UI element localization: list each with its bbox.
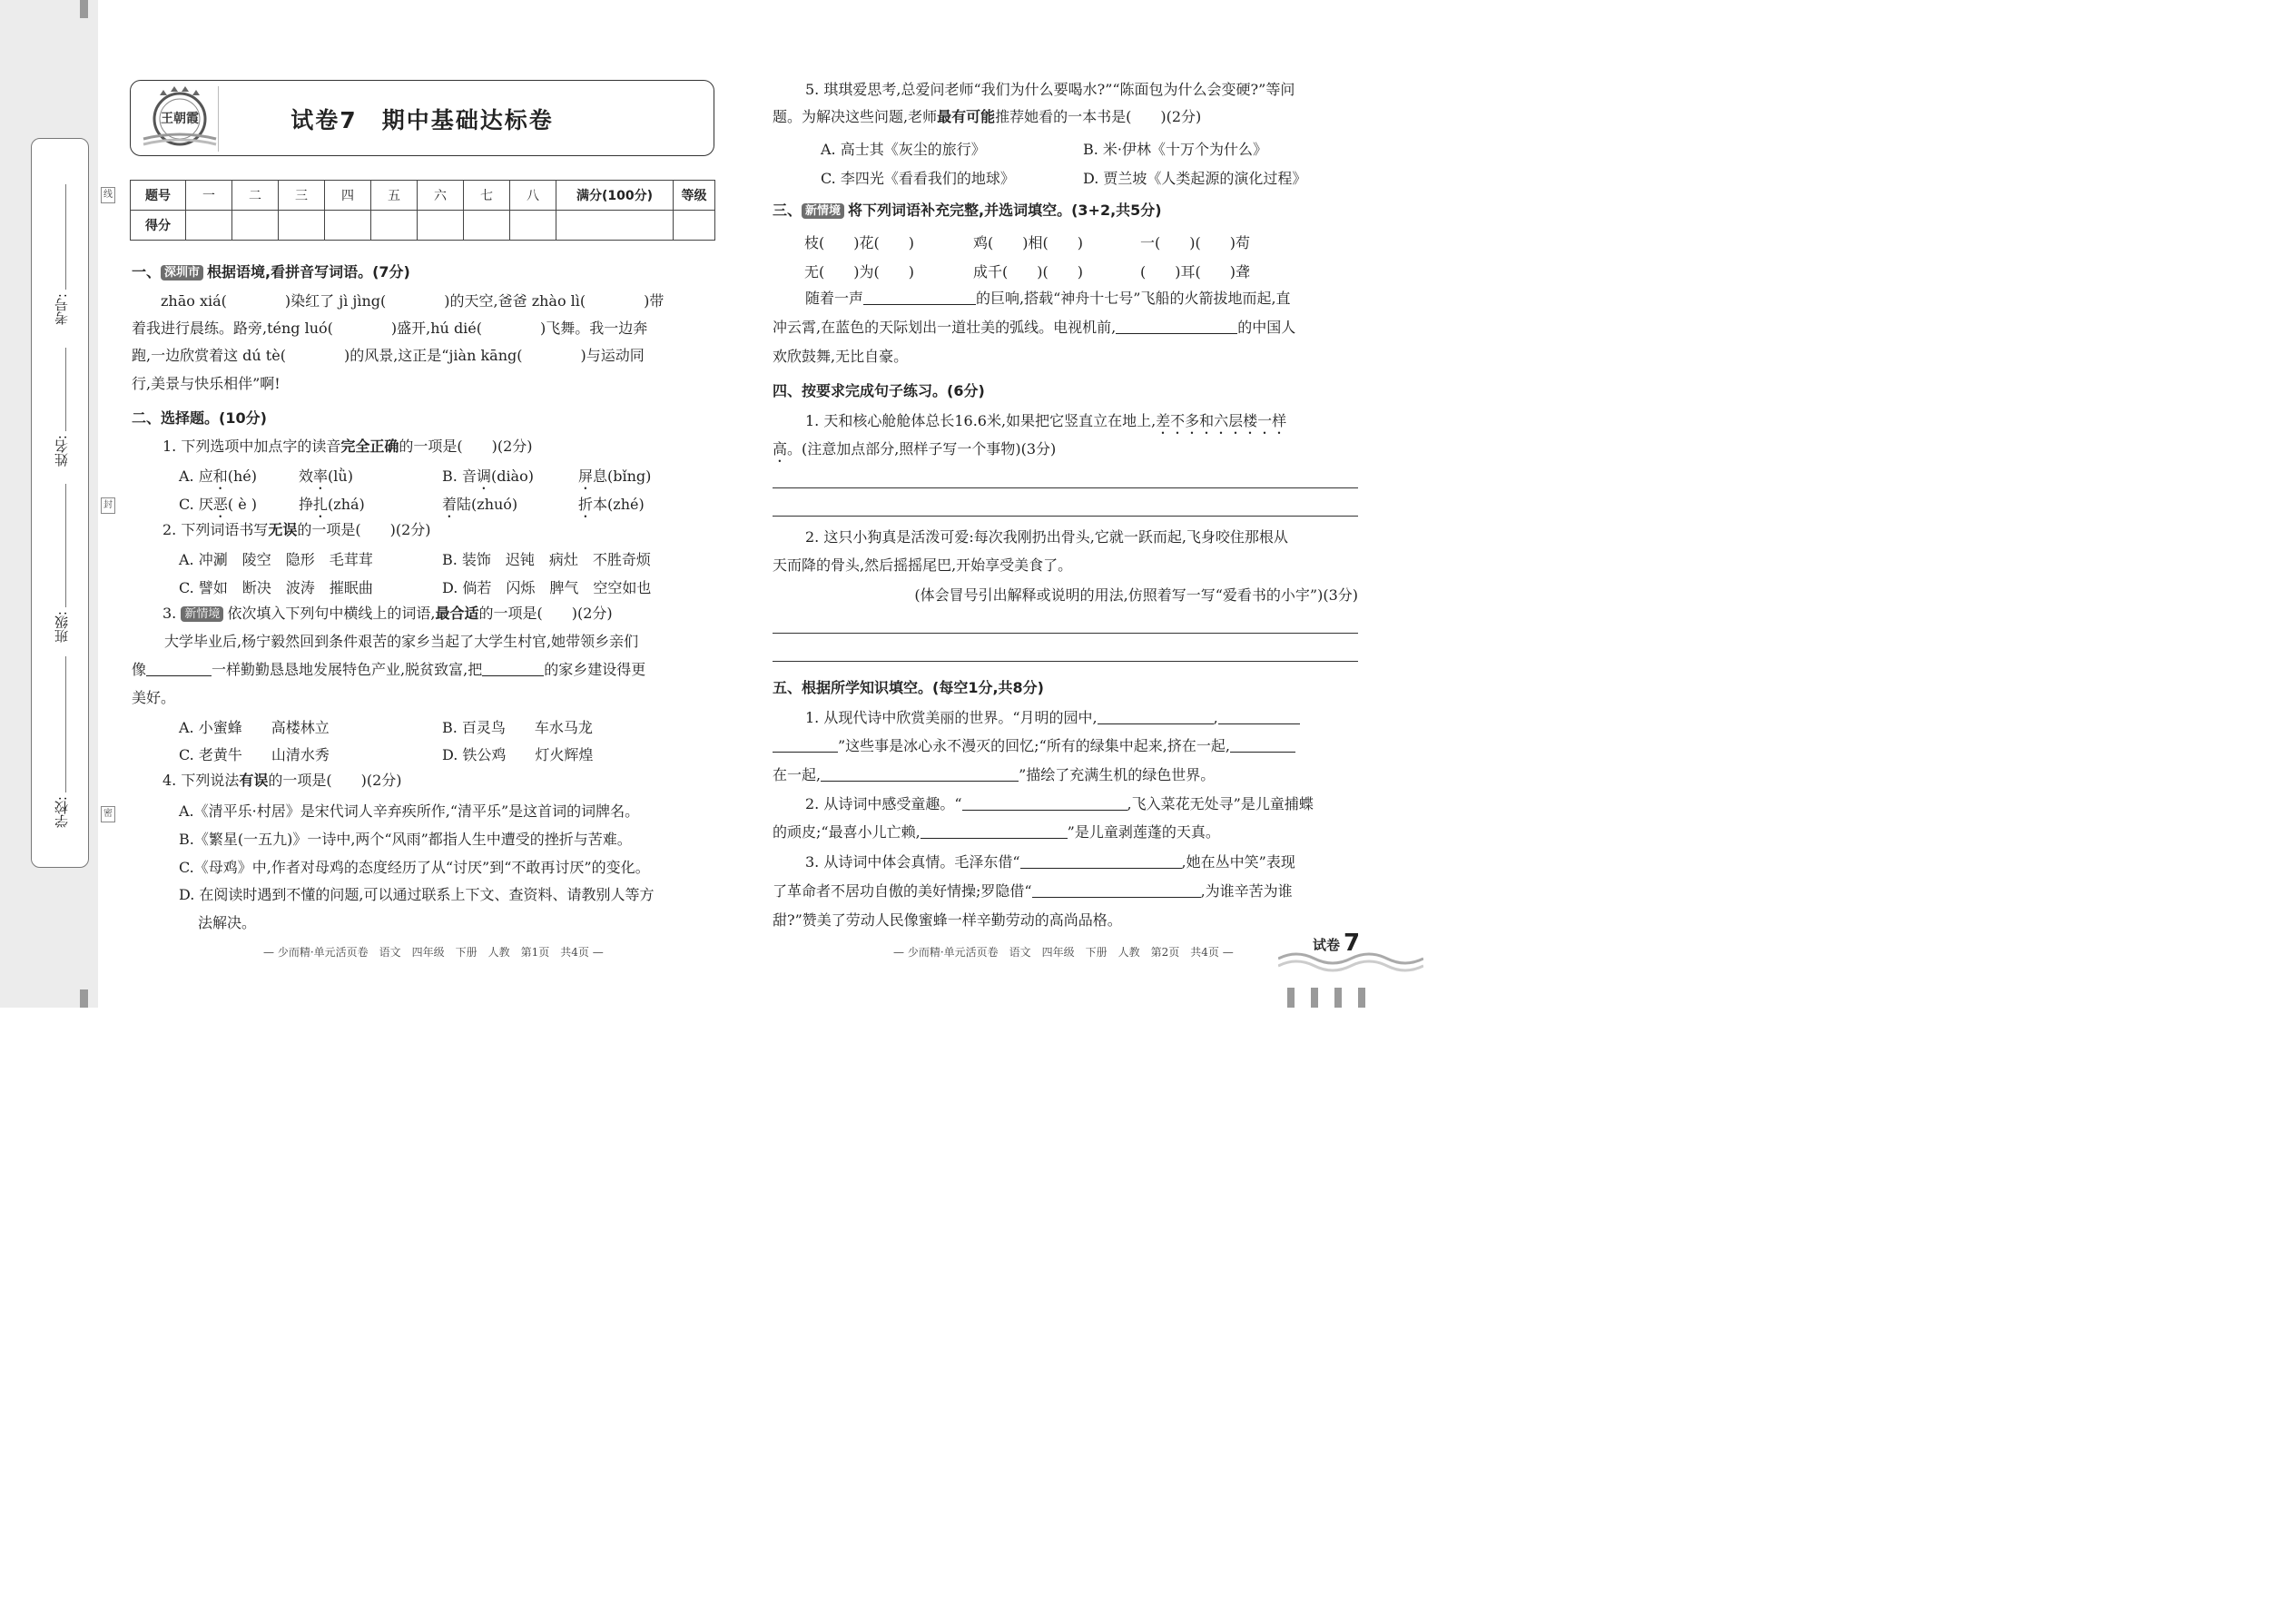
page-footer-left: — 少而精·单元活页卷 语文 四年级 下册 人教 第1页 共4页 — <box>263 946 604 959</box>
question-3-text: 大学毕业后,杨宁毅然回到条件艰苦的家乡当起了大学生村官,她带领乡亲们 <box>164 633 639 650</box>
passage-line: 行,美景与快乐相伴”啊! <box>132 375 281 392</box>
option-c[interactable]: C. 厌恶( è ) <box>179 496 257 513</box>
table-header-cell: 二 <box>232 181 279 211</box>
s5-question-3-cont: 甜?”赞美了劳动人民像蜜蜂一样辛勤劳动的高尚品格。 <box>773 911 1122 929</box>
question-3: 3. 新情境 依次填入下列句中横线上的词语,最合适的一项是( )(2分) <box>162 605 613 622</box>
option-c[interactable]: C. 譬如 断决 波涛 摧眠曲 <box>179 579 373 596</box>
section-3-passage: 欢欣鼓舞,无比自豪。 <box>773 348 909 365</box>
table-header-cell: 等级 <box>674 181 715 211</box>
s4-question-2: 2. 这只小狗真是活泼可爱:每次我刚扔出骨头,它就一跃而起,飞身咬住那根从 <box>805 528 1288 546</box>
score-cell[interactable] <box>232 211 279 241</box>
question-2: 2. 下列词语书写无误的一项是( )(2分) <box>162 521 431 538</box>
option-b[interactable]: B. 米·伊林《十万个为什么》 <box>1083 141 1268 158</box>
logo-text: 王朝霞 <box>161 112 199 126</box>
seal-line-char: 线 <box>101 187 115 203</box>
section-1-heading: 一、 深圳市 根据语境,看拼音写词语。(7分) <box>132 263 410 281</box>
table-header-cell: 满分(100分) <box>556 181 674 211</box>
blank[interactable] <box>1218 711 1300 724</box>
option-c-word2: 挣扎(zhá) <box>299 496 365 513</box>
table-row <box>131 211 715 241</box>
word-fill-4[interactable]: 无( )为( ) <box>804 263 914 281</box>
word-fill-1[interactable]: 枝( )花( ) <box>804 234 914 251</box>
word-fill-2[interactable]: 鸡( )相( ) <box>973 234 1083 251</box>
s5-question-3: 3. 从诗词中体会真情。毛泽东借“ ,她在丛中笑”表现 <box>805 853 1295 871</box>
blank[interactable] <box>921 825 1068 839</box>
print-mark <box>1334 988 1342 1008</box>
question-3-text: 美好。 <box>132 689 176 706</box>
word-fill-6[interactable]: ( )耳( )聋 <box>1140 263 1250 281</box>
score-cell[interactable] <box>371 211 418 241</box>
option-a[interactable]: A. 高士其《灰尘的旅行》 <box>821 141 986 158</box>
answer-line[interactable] <box>773 487 1358 488</box>
option-a[interactable]: A. 小蜜蜂 高楼林立 <box>179 719 330 736</box>
blank[interactable] <box>821 768 1019 782</box>
paper-badge-label: 试卷 <box>1313 937 1341 953</box>
question-3-text: 像 一样勤勤恳恳地发展特色产业,脱贫致富,把 的家乡建设得更 <box>132 661 646 678</box>
s5-question-2: 2. 从诗词中感受童趣。“ ,飞入菜花无处寻”是儿童捕蝶 <box>805 795 1314 812</box>
option-d[interactable]: D. 倘若 闪烁 脾气 空空如也 <box>442 579 652 596</box>
section-2-heading: 二、选择题。(10分) <box>132 409 267 427</box>
s5-question-1: 1. 从现代诗中欣赏美丽的世界。“月明的园中, , <box>773 709 1358 727</box>
exam-number-field[interactable] <box>65 184 66 290</box>
blank[interactable] <box>1230 739 1295 753</box>
class-field[interactable] <box>65 484 66 607</box>
option-c[interactable]: C. 李四光《看看我们的地球》 <box>821 170 1015 187</box>
option-b[interactable]: B.《繁星(一五九)》一诗中,两个“风雨”都指人生中遭受的挫折与苦难。 <box>179 831 632 848</box>
new-context-tag: 新情境 <box>181 606 223 622</box>
word-fill-3[interactable]: 一( )( )苟 <box>1140 234 1250 251</box>
paper-badge-number: 7 <box>1344 930 1361 957</box>
section-3-heading: 三、 新情境 将下列词语补充完整,并选词填空。(3+2,共5分) <box>773 202 1162 219</box>
passage-line: 跑,一边欣赏着这 dú tè( )的风景,这正是“jiàn kāng( )与运动同 <box>132 347 645 364</box>
answer-line[interactable] <box>773 661 1358 662</box>
print-mark <box>80 0 88 18</box>
section-3-passage: 冲云霄,在蓝色的天际划出一道壮美的弧线。电视机前, 的中国人 <box>773 319 1296 336</box>
blank[interactable] <box>1020 855 1182 869</box>
table-header-cell: 题号 <box>131 181 186 211</box>
option-a[interactable]: A. 冲涮 陵空 隐形 毛茸茸 <box>179 551 373 568</box>
school-label: 学校: <box>54 796 70 829</box>
page-footer-right: — 少而精·单元活页卷 语文 四年级 下册 人教 第2页 共4页 — <box>893 946 1234 959</box>
word-fill-5[interactable]: 成千( )( ) <box>973 263 1083 281</box>
score-cell[interactable] <box>418 211 464 241</box>
option-d-cont: 法解决。 <box>198 914 257 931</box>
table-header-cell: 五 <box>371 181 418 211</box>
s5-question-3-cont: 了革命者不居功自傲的美好情操;罗隐借“ ,为谁辛苦为谁 <box>773 882 1293 900</box>
blank[interactable] <box>1116 320 1237 334</box>
print-mark <box>1358 988 1365 1008</box>
s4-question-1-cont: 高。(注意加点部分,照样子写一个事物)(3分) <box>773 440 1057 458</box>
score-cell[interactable] <box>674 211 715 241</box>
blank[interactable] <box>773 739 838 753</box>
table-row <box>131 181 715 211</box>
score-cell[interactable] <box>556 211 674 241</box>
blank[interactable] <box>962 797 1127 811</box>
school-field[interactable] <box>65 656 66 792</box>
score-cell[interactable] <box>510 211 556 241</box>
title-box <box>130 80 714 156</box>
new-context-tag: 新情境 <box>802 203 844 219</box>
passage-line: zhāo xiá( )染红了 jì jìng( )的天空,爸爸 zhào lì( )带 <box>161 292 665 310</box>
passage-line: 着我进行晨练。路旁,téng luó( )盛开,hú dié( )飞舞。我一边奔 <box>132 320 648 337</box>
score-cell[interactable] <box>325 211 371 241</box>
s4-question-1: 1. 天和核心舱舱体总长16.6米,如果把它竖直立在地上,差不多和六层楼一样 <box>805 412 1287 429</box>
page-title: 试卷7 期中基础达标卷 <box>290 107 554 133</box>
question-5-cont: 题。为解决这些问题,老师最有可能推荐她看的一本书是( )(2分) <box>773 108 1202 125</box>
blank[interactable] <box>1098 711 1214 724</box>
print-mark <box>80 989 88 1008</box>
name-field[interactable] <box>65 348 66 431</box>
answer-line[interactable] <box>773 633 1358 634</box>
option-c[interactable]: C.《母鸡》中,作者对母鸡的态度经历了从“讨厌”到“不敢再讨厌”的变化。 <box>179 859 650 876</box>
blank[interactable] <box>146 663 212 676</box>
s4-question-2-cont: 天而降的骨头,然后摇摇尾巴,开始享受美食了。 <box>773 556 1073 574</box>
option-a-word2: 效率(lǜ) <box>299 468 353 485</box>
print-mark <box>1311 988 1318 1008</box>
option-d[interactable]: D. 贾兰坡《人类起源的演化过程》 <box>1083 170 1307 187</box>
score-cell[interactable] <box>186 211 232 241</box>
table-cell: 得分 <box>131 211 186 241</box>
option-d[interactable]: D. 铁公鸡 灯火辉煌 <box>442 746 594 763</box>
section-5-heading: 五、根据所学知识填空。(每空1分,共8分) <box>773 679 1044 696</box>
class-label: 班级: <box>54 611 70 644</box>
blank[interactable] <box>1032 884 1201 898</box>
blank[interactable] <box>482 663 544 676</box>
option-d[interactable]: D. 在阅读时遇到不懂的问题,可以通过联系上下文、查资料、请教别人等方 <box>179 886 655 903</box>
option-b-word2: 屏息(bǐng) <box>578 468 652 485</box>
seal-line-char: 封 <box>101 497 115 514</box>
score-table <box>130 180 715 241</box>
table-header-cell: 三 <box>279 181 325 211</box>
s4-question-2-hint: (体会冒号引出解释或说明的用法,仿照着写一写“爱看书的小宇”)(3分) <box>914 586 1358 604</box>
s5-question-2-cont: 的顽皮;“最喜小儿亡赖, ”是儿童剥莲蓬的天真。 <box>773 823 1220 841</box>
name-label: 姓名: <box>54 435 70 468</box>
option-d-word2: 折本(zhé) <box>578 496 645 513</box>
option-c[interactable]: C. 老黄牛 山清水秀 <box>179 746 330 763</box>
s5-question-1-cont: 在一起, ”描绘了充满生机的绿色世界。 <box>773 766 1216 783</box>
question-1: 1. 下列选项中加点字的读音完全正确的一项是( )(2分) <box>162 438 533 455</box>
blank[interactable] <box>863 291 976 305</box>
option-a[interactable]: A.《清平乐·村居》是宋代词人辛弃疾所作,“清平乐”是这首词的词牌名。 <box>179 802 640 820</box>
table-header-cell: 七 <box>464 181 510 211</box>
print-mark <box>1287 988 1295 1008</box>
table-header-cell: 六 <box>418 181 464 211</box>
section-4-heading: 四、按要求完成句子练习。(6分) <box>773 382 985 399</box>
answer-line[interactable] <box>773 516 1358 517</box>
table-header-cell: 一 <box>186 181 232 211</box>
score-cell[interactable] <box>279 211 325 241</box>
score-cell[interactable] <box>464 211 510 241</box>
option-d[interactable]: 着陆(zhuó) <box>442 496 518 513</box>
question-5: 5. 琪琪爱思考,总爱问老师“我们为什么要喝水?”“陈面包为什么会变硬?”等问 <box>805 81 1295 98</box>
option-b[interactable]: B. 百灵鸟 车水马龙 <box>442 719 593 736</box>
region-tag: 深圳市 <box>161 265 203 281</box>
exam-number-label: 考号: <box>54 293 70 326</box>
option-b[interactable]: B. 装饰 迟钝 病灶 不胜奇烦 <box>442 551 651 568</box>
student-info-panel <box>31 138 89 868</box>
option-a[interactable]: A. 应和(hé) <box>179 468 258 485</box>
s5-question-1-cont: ”这些事是冰心永不漫灭的回忆;“所有的绿集中起来,挤在一起, <box>773 737 1358 755</box>
table-header-cell: 四 <box>325 181 371 211</box>
table-header-cell: 八 <box>510 181 556 211</box>
section-3-passage: 随着一声 的巨响,搭载“神舟十七号”飞船的火箭拔地而起,直 <box>805 290 1291 307</box>
option-b[interactable]: B. 音调(diào) <box>442 468 534 485</box>
seal-line-char: 密 <box>101 806 115 822</box>
question-4: 4. 下列说法有误的一项是( )(2分) <box>162 772 402 789</box>
